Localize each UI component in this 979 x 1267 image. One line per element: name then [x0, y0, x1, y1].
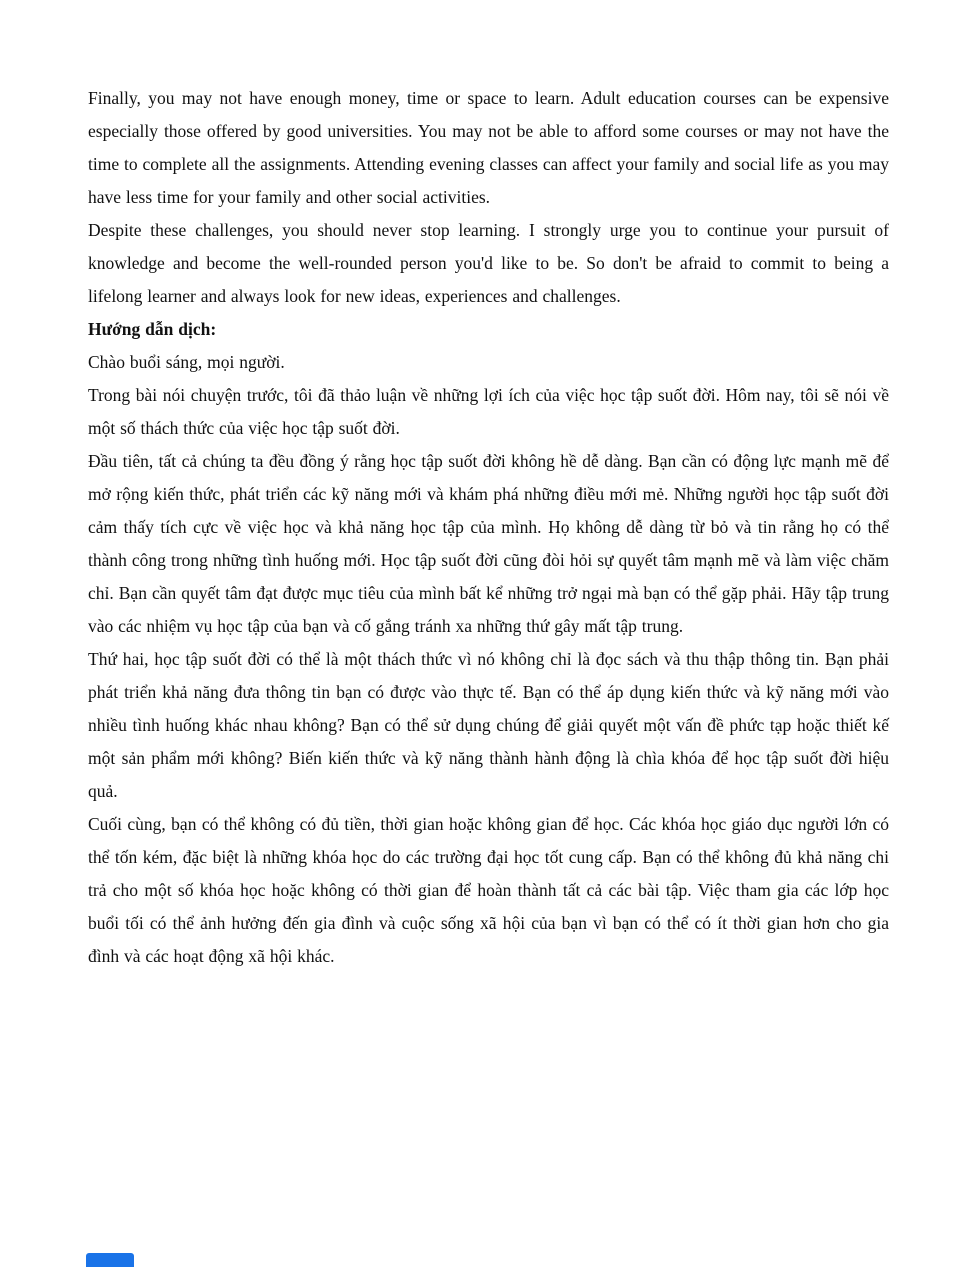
- paragraph: Despite these challenges, you should never stop learning. I strongly urge you to continue your pursuit of knowledge and become the well-rounded person you'd like to be. So don't be afraid to commit to being a lifelong learner and always look for new ideas, experiences and challenges.: [88, 220, 889, 306]
- paragraph: Finally, you may not have enough money, time or space to learn. Adult education courses can be expensive especially those offered by good universities. You may not be able to afford some courses or may not have the time to complete all the assignments. Attending evening classes can affect your family and social life as you may have less time for your family and other social activities.: [88, 88, 889, 207]
- paragraph: Trong bài nói chuyện trước, tôi đã thảo luận về những lợi ích của việc học tập suốt đời. Hôm nay, tôi sẽ nói về một số thách thức của việc học tập suốt đời.: [88, 385, 889, 438]
- document-body: [88, 82, 889, 973]
- paragraph: Chào buổi sáng, mọi người.: [88, 352, 285, 372]
- partial-blue-element[interactable]: [86, 1253, 134, 1267]
- section-heading: Hướng dẫn dịch:: [88, 319, 217, 339]
- paragraph: Thứ hai, học tập suốt đời có thể là một thách thức vì nó không chỉ là đọc sách và thu thập thông tin. Bạn phải phát triển khả năng đưa thông tin bạn có được vào thực tế. Bạn có thể áp dụng kiến thức và kỹ năng mới vào nhiều tình huống khác nhau không? Bạn có thể sử dụng chúng để giải quyết một vấn đề phức tạp hoặc thiết kế một sản phẩm mới không? Biến kiến thức và kỹ năng thành hành động là chìa khóa để học tập suốt đời hiệu quả.: [88, 649, 889, 801]
- paragraph: Cuối cùng, bạn có thể không có đủ tiền, thời gian hoặc không gian để học. Các khóa học giáo dục người lớn có thể tốn kém, đặc biệt là những khóa học do các trường đại học tốt cung cấp. Bạn có thể không đủ khả năng chi trả cho một số khóa học hoặc không có thời gian để hoàn thành tất cả các bài tập. Việc tham gia các lớp học buổi tối có thể ảnh hưởng đến gia đình và cuộc sống xã hội của bạn vì bạn có thể có ít thời gian hơn cho gia đình và các hoạt động xã hội khác.: [88, 814, 889, 966]
- paragraph: Đầu tiên, tất cả chúng ta đều đồng ý rằng học tập suốt đời không hề dễ dàng. Bạn cần có động lực mạnh mẽ để mở rộng kiến thức, phát triển các kỹ năng mới và khám phá những điều mới mẻ. Những người học tập suốt đời cảm thấy tích cực về việc học và khả năng học tập của mình. Họ không dễ dàng từ bỏ và tin rằng họ có thể thành công trong những tình huống mới. Học tập suốt đời cũng đòi hỏi sự quyết tâm mạnh mẽ và làm việc chăm chỉ. Bạn cần quyết tâm đạt được mục tiêu của mình bất kể những trở ngại mà bạn có thể gặp phải. Hãy tập trung vào các nhiệm vụ học tập của bạn và cố gắng tránh xa những thứ gây mất tập trung.: [88, 451, 889, 636]
